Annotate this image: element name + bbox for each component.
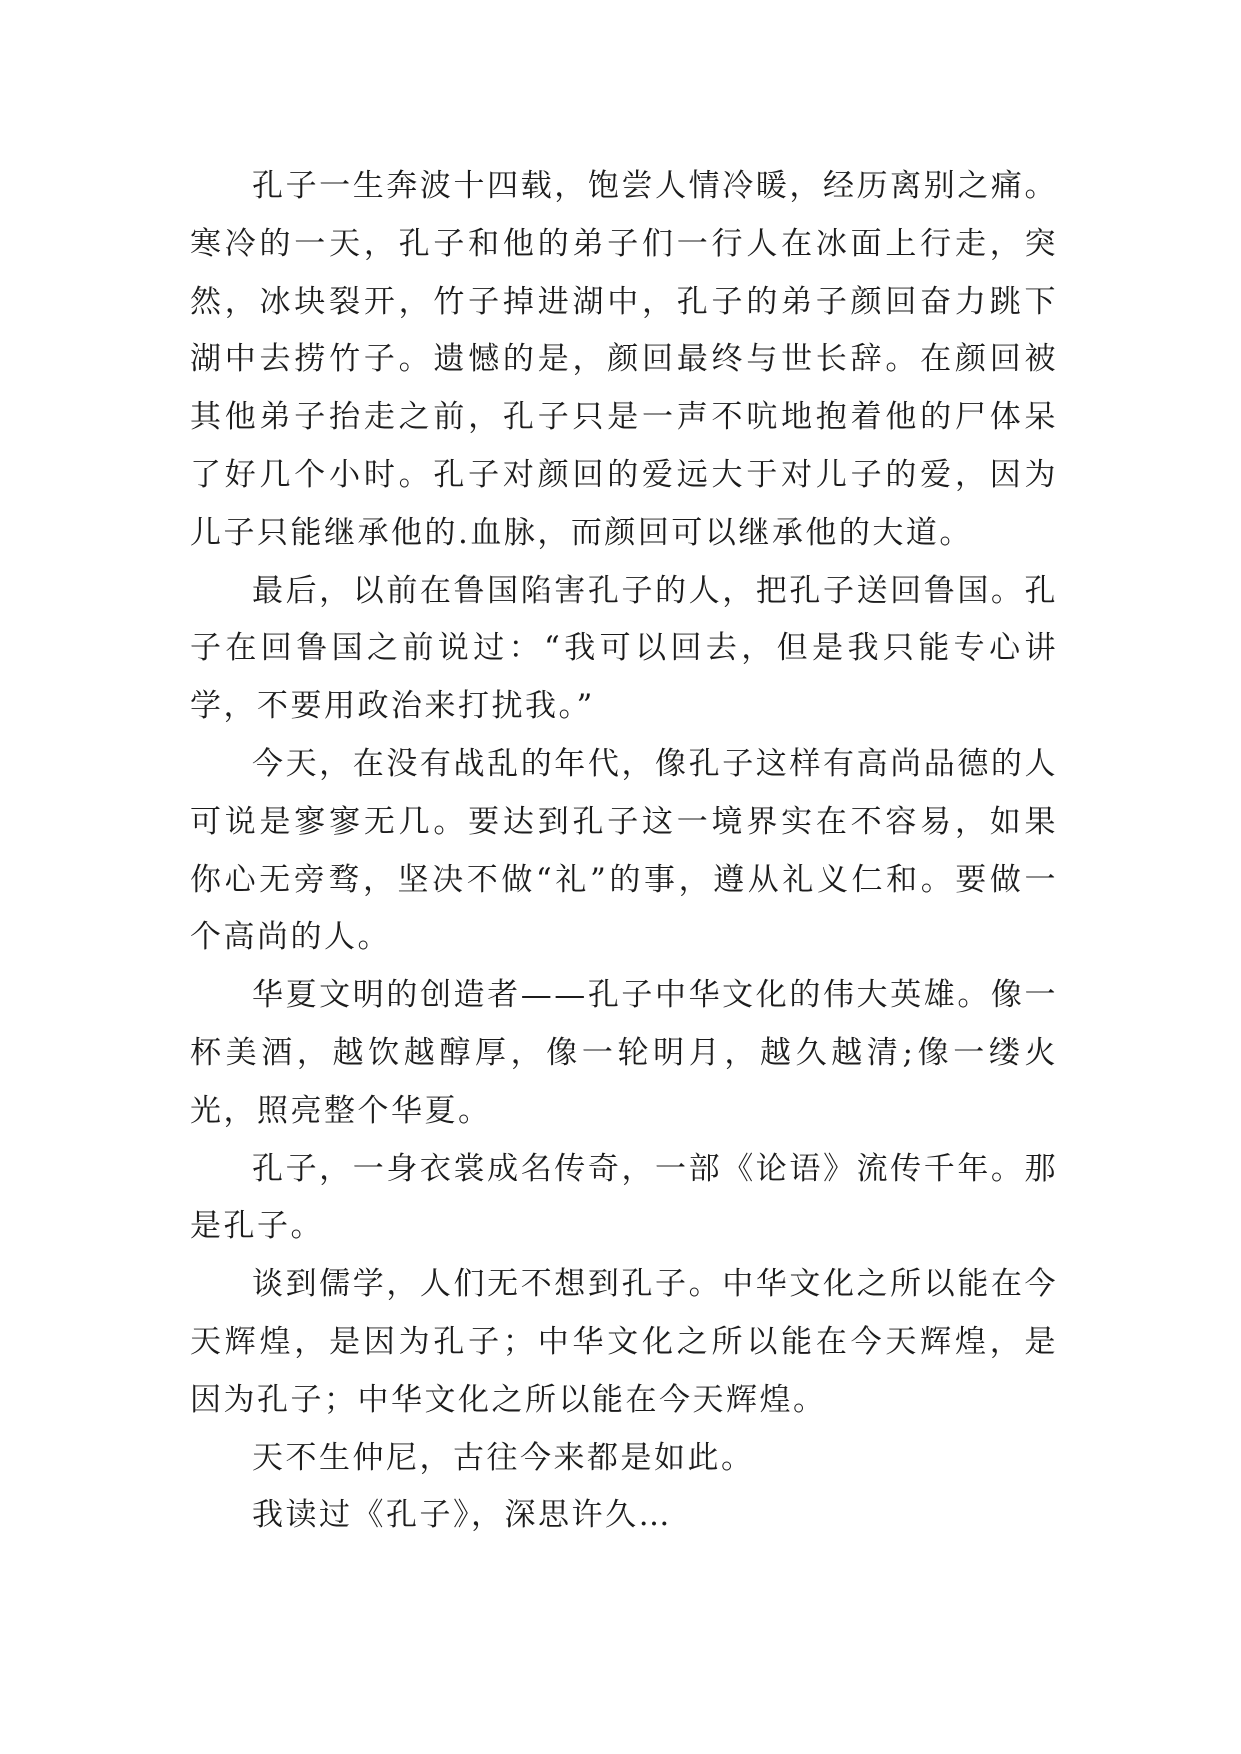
paragraph-7: 天不生仲尼，古往今来都是如此。 bbox=[252, 1439, 755, 1476]
paragraph-4: 华夏文明的创造者——孔子中华文化的伟大英雄。像一杯美酒，越饮越醇厚，像一轮明月，越久越清;像一缕火光，照亮整个华夏。 bbox=[190, 977, 1058, 1129]
paragraph-6: 谈到儒学，人们无不想到孔子。中华文化之所以能在今天辉煌，是因为孔子；中华文化之所以能在今天辉煌，是因为孔子；中华文化之所以能在今天辉煌。 bbox=[190, 1266, 1058, 1418]
paragraph-2: 最后，以前在鲁国陷害孔子的人，把孔子送回鲁国。孔子在回鲁国之前说过：“我可以回去，但是我只能专心讲学，不要用政治来打扰我。” bbox=[190, 572, 1058, 725]
document-body bbox=[190, 158, 1058, 1545]
paragraph-3: 今天，在没有战乱的年代，像孔子这样有高尚品德的人可说是寥寥无几。要达到孔子这一境界实在不容易，如果你心无旁骛，坚决不做“礼”的事，遵从礼义仁和。要做一个高尚的人。 bbox=[190, 745, 1058, 956]
paragraph-5: 孔子，一身衣裳成名传奇，一部《论语》流传千年。那是孔子。 bbox=[190, 1150, 1058, 1245]
paragraph-8: 我读过《孔子》，深思许久… bbox=[252, 1497, 672, 1534]
paragraph-1: 孔子一生奔波十四载，饱尝人情冷暖，经历离别之痛。寒冷的一天，孔子和他的弟子们一行人在冰面上行走，突然，冰块裂开，竹子掉进湖中，孔子的弟子颜回奋力跳下湖中去捞竹子。遗憾的是，颜回最终与世长辞。在颜回被其他弟子抬走之前，孔子只是一声不吭地抱着他的尸体呆了好几个小时。孔子对颜回的爱远大于对儿子的爱，因为儿子只能继承他的.血脉，而颜回可以继承他的大道。 bbox=[190, 168, 1058, 551]
